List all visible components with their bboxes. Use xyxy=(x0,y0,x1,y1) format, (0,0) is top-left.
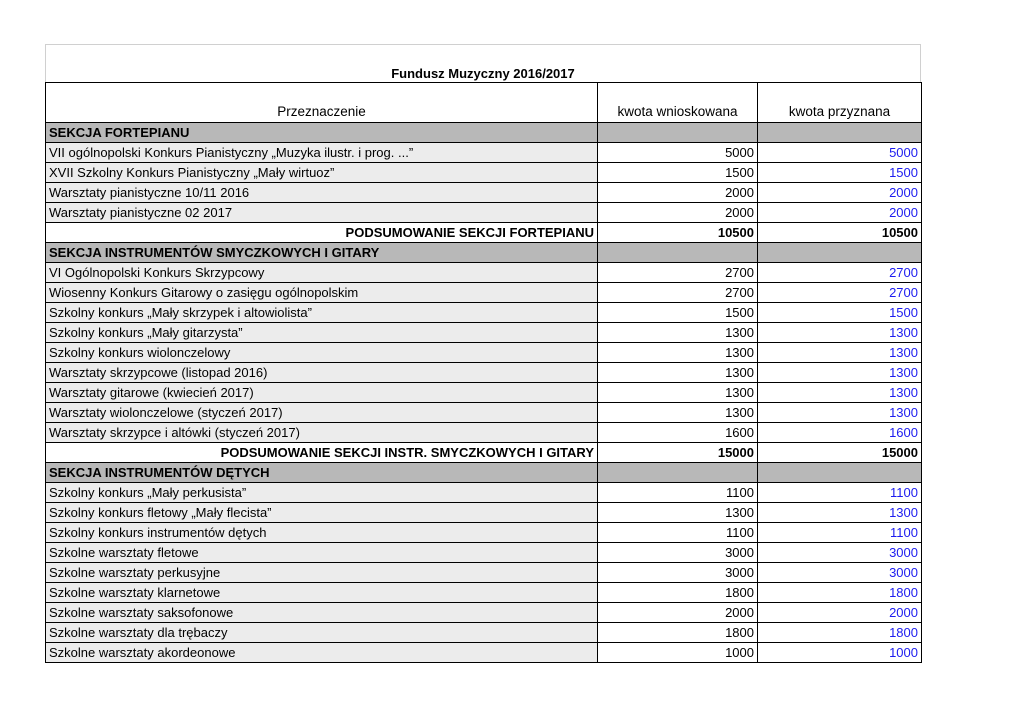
table-row xyxy=(46,603,922,623)
item-name: XVII Szkolny Konkurs Pianistyczny „Mały wirtuoz” xyxy=(46,163,598,183)
item-requested: 1300 xyxy=(598,383,758,403)
section-title: SEKCJA FORTEPIANU xyxy=(46,123,598,143)
summary-granted: 10500 xyxy=(758,223,922,243)
summary-label: PODSUMOWANIE SEKCJI INSTR. SMYCZKOWYCH I GITARY xyxy=(46,443,598,463)
item-requested: 3000 xyxy=(598,563,758,583)
item-name: Szkolny konkurs „Mały skrzypek i altowiolista” xyxy=(46,303,598,323)
header-purpose: Przeznaczenie xyxy=(46,83,598,123)
sheet-title: Fundusz Muzyczny 2016/2017 xyxy=(45,44,921,82)
spreadsheet xyxy=(45,44,921,663)
item-requested: 2700 xyxy=(598,263,758,283)
table-row xyxy=(46,543,922,563)
item-granted: 2000 xyxy=(758,183,922,203)
item-name: Warsztaty wiolonczelowe (styczeń 2017) xyxy=(46,403,598,423)
summary-requested: 10500 xyxy=(598,223,758,243)
table-row xyxy=(46,163,922,183)
table-row xyxy=(46,403,922,423)
item-granted: 3000 xyxy=(758,543,922,563)
item-granted: 1100 xyxy=(758,483,922,503)
item-granted: 5000 xyxy=(758,143,922,163)
item-name: Warsztaty pianistyczne 02 2017 xyxy=(46,203,598,223)
item-requested: 1800 xyxy=(598,623,758,643)
section-requested-empty xyxy=(598,243,758,263)
item-granted: 1300 xyxy=(758,403,922,423)
table-row xyxy=(46,503,922,523)
item-name: Warsztaty pianistyczne 10/11 2016 xyxy=(46,183,598,203)
section-requested-empty xyxy=(598,123,758,143)
item-name: Warsztaty skrzypcowe (listopad 2016) xyxy=(46,363,598,383)
table-row xyxy=(46,143,922,163)
section-row xyxy=(46,243,922,263)
item-granted: 1800 xyxy=(758,623,922,643)
item-granted: 1100 xyxy=(758,523,922,543)
summary-requested: 15000 xyxy=(598,443,758,463)
item-name: Warsztaty gitarowe (kwiecień 2017) xyxy=(46,383,598,403)
item-granted: 1300 xyxy=(758,323,922,343)
item-requested: 1800 xyxy=(598,583,758,603)
item-name: Szkolne warsztaty akordeonowe xyxy=(46,643,598,663)
item-requested: 1300 xyxy=(598,343,758,363)
item-requested: 2000 xyxy=(598,183,758,203)
item-name: Warsztaty skrzypce i altówki (styczeń 2017) xyxy=(46,423,598,443)
item-granted: 2000 xyxy=(758,203,922,223)
summary-row xyxy=(46,223,922,243)
item-requested: 1600 xyxy=(598,423,758,443)
item-name: Szkolne warsztaty fletowe xyxy=(46,543,598,563)
section-title: SEKCJA INSTRUMENTÓW DĘTYCH xyxy=(46,463,598,483)
item-requested: 2700 xyxy=(598,283,758,303)
table-row xyxy=(46,563,922,583)
item-granted: 1300 xyxy=(758,363,922,383)
section-requested-empty xyxy=(598,463,758,483)
item-requested: 2000 xyxy=(598,603,758,623)
item-granted: 1300 xyxy=(758,383,922,403)
item-granted: 1300 xyxy=(758,343,922,363)
item-granted: 1300 xyxy=(758,503,922,523)
table-row xyxy=(46,343,922,363)
header-granted: kwota przyznana xyxy=(758,83,922,123)
section-title: SEKCJA INSTRUMENTÓW SMYCZKOWYCH I GITARY xyxy=(46,243,598,263)
item-requested: 1300 xyxy=(598,503,758,523)
table-row xyxy=(46,643,922,663)
table-row xyxy=(46,283,922,303)
header-requested: kwota wnioskowana xyxy=(598,83,758,123)
item-requested: 3000 xyxy=(598,543,758,563)
item-granted: 1000 xyxy=(758,643,922,663)
item-name: Szkolny konkurs fletowy „Mały flecista” xyxy=(46,503,598,523)
item-requested: 1300 xyxy=(598,363,758,383)
table-row xyxy=(46,263,922,283)
section-row xyxy=(46,463,922,483)
header-row xyxy=(46,83,922,123)
table-row xyxy=(46,483,922,503)
item-requested: 1300 xyxy=(598,403,758,423)
table-row xyxy=(46,363,922,383)
item-granted: 2700 xyxy=(758,263,922,283)
section-granted-empty xyxy=(758,123,922,143)
item-requested: 1500 xyxy=(598,303,758,323)
item-name: Szkolne warsztaty klarnetowe xyxy=(46,583,598,603)
item-requested: 2000 xyxy=(598,203,758,223)
summary-granted: 15000 xyxy=(758,443,922,463)
table-row xyxy=(46,383,922,403)
item-name: Szkolny konkurs „Mały gitarzysta” xyxy=(46,323,598,343)
table-row xyxy=(46,583,922,603)
section-row xyxy=(46,123,922,143)
item-granted: 2000 xyxy=(758,603,922,623)
item-requested: 1000 xyxy=(598,643,758,663)
item-name: VII ogólnopolski Konkurs Pianistyczny „Muzyka ilustr. i prog. ...” xyxy=(46,143,598,163)
item-name: Szkolne warsztaty dla trębaczy xyxy=(46,623,598,643)
item-name: Szkolny konkurs wiolonczelowy xyxy=(46,343,598,363)
section-granted-empty xyxy=(758,243,922,263)
section-granted-empty xyxy=(758,463,922,483)
table-row xyxy=(46,203,922,223)
item-name: Szkolne warsztaty perkusyjne xyxy=(46,563,598,583)
table-row xyxy=(46,623,922,643)
item-name: Szkolne warsztaty saksofonowe xyxy=(46,603,598,623)
item-granted: 1800 xyxy=(758,583,922,603)
item-name: Szkolny konkurs „Mały perkusista” xyxy=(46,483,598,503)
item-requested: 1500 xyxy=(598,163,758,183)
item-granted: 2700 xyxy=(758,283,922,303)
item-granted: 3000 xyxy=(758,563,922,583)
item-granted: 1500 xyxy=(758,163,922,183)
item-requested: 1300 xyxy=(598,323,758,343)
item-name: VI Ogólnopolski Konkurs Skrzypcowy xyxy=(46,263,598,283)
item-granted: 1600 xyxy=(758,423,922,443)
table-row xyxy=(46,423,922,443)
table-row xyxy=(46,183,922,203)
item-requested: 1100 xyxy=(598,483,758,503)
item-requested: 1100 xyxy=(598,523,758,543)
item-name: Wiosenny Konkurs Gitarowy o zasięgu ogólnopolskim xyxy=(46,283,598,303)
summary-label: PODSUMOWANIE SEKCJI FORTEPIANU xyxy=(46,223,598,243)
item-name: Szkolny konkurs instrumentów dętych xyxy=(46,523,598,543)
table-row xyxy=(46,303,922,323)
summary-row xyxy=(46,443,922,463)
table-row xyxy=(46,323,922,343)
table-row xyxy=(46,523,922,543)
fund-table-body xyxy=(46,83,922,663)
item-granted: 1500 xyxy=(758,303,922,323)
fund-table xyxy=(45,82,922,663)
item-requested: 5000 xyxy=(598,143,758,163)
